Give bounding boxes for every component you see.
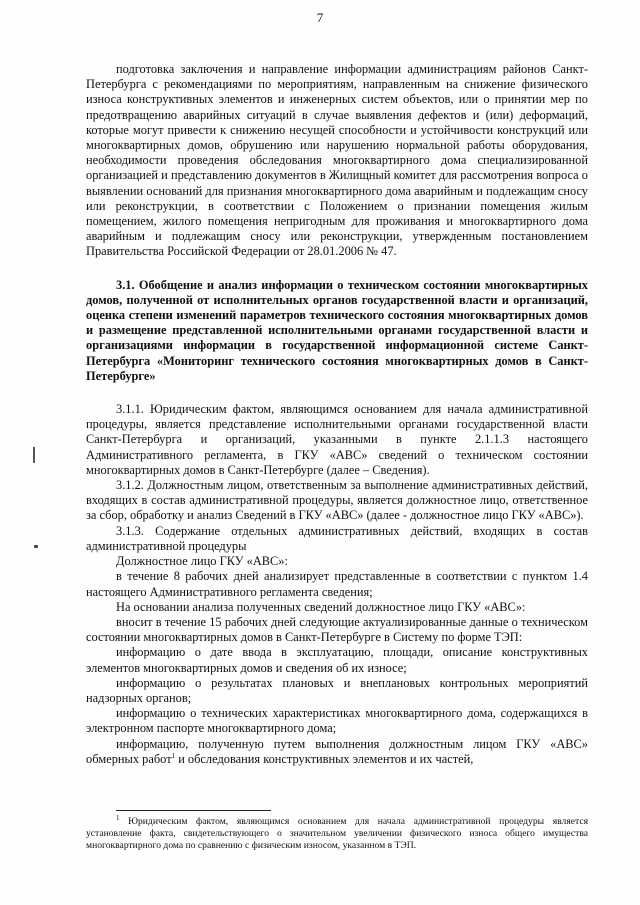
paragraph-8-days: в течение 8 рабочих дней анализирует представленные в соответствии с пунктом 1.4 настоящего Административного регламента сведения; — [86, 569, 588, 599]
section-heading-3-1: 3.1. Обобщение и анализ информации о техническом состоянии многоквартирных домов, полученной от исполнительных органов государственной власти и организаций, оценка степени изменений параметров технического состояния многоквартирных домов и размещение представленной исполнительными органами государственной власти и организациями информации в государственной информационной системе Санкт-Петербурга «Мониторинг технического состояния многоквартирных домов в Санкт-Петербурге» — [86, 277, 588, 383]
footnote-separator — [116, 810, 271, 811]
margin-dot — [34, 545, 38, 548]
paragraph-official: Должностное лицо ГКУ «АВС»: — [116, 554, 288, 569]
paragraph-basis: На основании анализа полученных сведений должностное лицо ГКУ «АВС»: — [116, 599, 526, 614]
paragraph-3-1-2: 3.1.2. Должностным лицом, ответственным за выполнение административных действий, входящих в состав административной процедуры, является должностное лицо, ответственное за сбор, обработку и анализ Сведений в ГКУ «АВС» (далее - должностное лицо ГКУ «АВС»). — [86, 478, 588, 523]
body-text — [86, 62, 588, 767]
paragraph-3-1-3: 3.1.3. Содержание отдельных административных действий, входящих в состав административной процедуры — [86, 523, 588, 553]
page-number: 7 — [316, 10, 324, 25]
footnote — [86, 813, 588, 852]
paragraph-3-1-1: 3.1.1. Юридическим фактом, являющимся основанием для начала административной процедуры, является представление исполнительными органами государственной власти Санкт-Петербурга и организаций, указанными в пункте 2.1.1.3 настоящего Административного регламента, в ГКУ «АВС» сведений о техническом состоянии многоквартирных домов в Санкт-Петербурге (далее – Сведения). — [86, 402, 588, 477]
footnote-text: Юридическим фактом, являющимся основанием для начала административной процедуры является установление факта, свидетельствующего о значительном увеличении физического износа общего имущества многоквартирного дома по сравнению с физическим износом, указанном в ТЭП. — [86, 816, 588, 851]
footnote-reference[interactable]: 1 — [171, 751, 176, 760]
footnote-number: 1 — [116, 813, 120, 822]
intro-paragraph: подготовка заключения и направление информации администрациям районов Санкт-Петербурга с рекомендациями по мероприятиям, направленным на снижение физического износа конструктивных элементов и инженерных систем объектов, или о принятии мер по предотвращению аварийных ситуаций в случае выявления дефектов и (или) деформаций, которые могут привести к снижению несущей способности и устойчивости конструкций или многоквартирных домов, обрушению или нарушению нормальной работы оборудования, необходимости проведения обследования многоквартирного дома специализированной организацией и представлению документов в Жилищный комитет для рассмотрения вопроса о выявлении оснований для признания многоквартирного дома аварийным и подлежащим сносу или реконструкции, в соответствии с Положением о признании помещения жилым помещением, жилого помещения непригодным для проживания и многоквартирного дома аварийным и подлежащим сносу или реконструкции, утвержденным постановлением Правительства Российской Федерации от 28.01.2006 № 47. — [86, 62, 588, 259]
paragraph-info-4 — [86, 737, 588, 767]
paragraph-info-3: информацию о технических характеристиках многоквартирного дома, содержащихся в электронном паспорте многоквартирного дома; — [86, 706, 588, 736]
paragraph-info-4-text: информацию, полученную путем выполнения должностным лицом ГКУ «АВС» обмерных работ — [86, 736, 588, 766]
paragraph-info-1: информацию о дате ввода в эксплуатацию, площади, описание конструктивных элементов многоквартирных домов и сведения об их износе; — [86, 645, 588, 675]
paragraph-info-4-continuation: и обследования конструктивных элементов и их частей, — [175, 751, 474, 766]
margin-mark — [33, 447, 35, 463]
paragraph-info-2: информацию о результатах плановых и внеплановых контрольных мероприятий надзорных органов; — [86, 675, 588, 705]
paragraph-15-days: вносит в течение 15 рабочих дней следующие актуализированные данные о техническом состоянии многоквартирных домов в Санкт-Петербурге в Систему по форме ТЭП: — [86, 614, 588, 645]
